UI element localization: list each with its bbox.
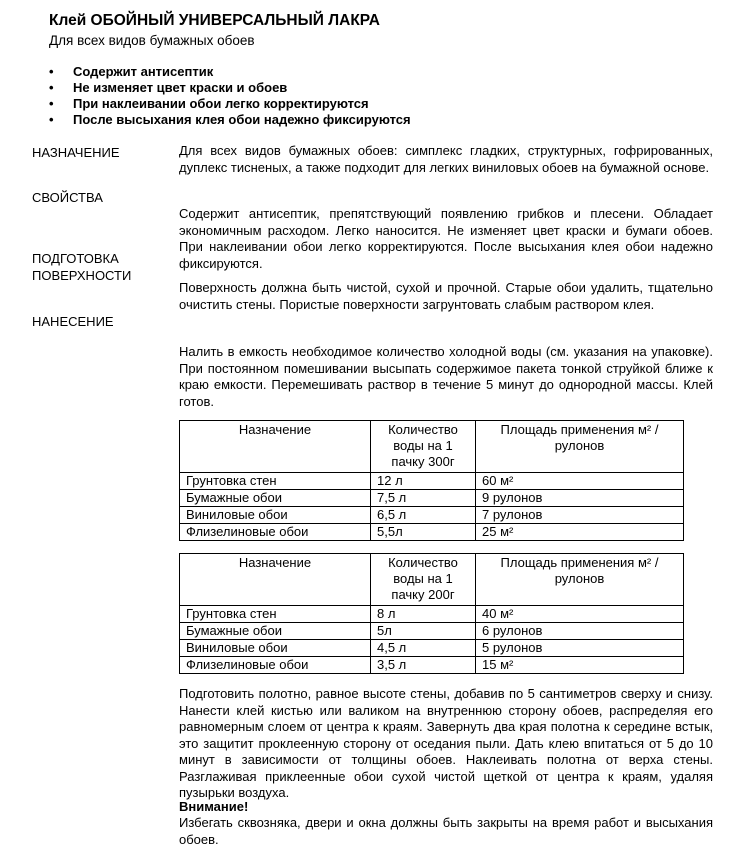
table-cell: 9 рулонов bbox=[476, 490, 684, 507]
table-header-cell: Назначение bbox=[180, 421, 371, 473]
table-row bbox=[180, 640, 684, 657]
table-row bbox=[180, 507, 684, 524]
table-cell: 5,5л bbox=[371, 524, 476, 541]
purpose-text: Для всех видов бумажных обоев: симплекс гладких, структурных, гофрированных, дуплекс тисненых, а также подходит для легких виниловых обоев на бумажной основе. bbox=[179, 143, 713, 175]
application-text: Налить в емкость необходимое количество холодной воды (см. указания на упаковке). При постоянном помешивании высыпать содержимое пакета тонкой струйкой ближе к краю емкости. Перемешивать раствор в течение 5 минут до однородной массы. Клей готов. bbox=[179, 344, 713, 409]
table-header-cell: Количество воды на 1 пачку 200г bbox=[371, 554, 476, 606]
table-row bbox=[180, 606, 684, 623]
warning-text: Избегать сквозняка, двери и окна должны быть закрыты на время работ и высыхания обоев. bbox=[179, 815, 713, 847]
table-cell: Грунтовка стен bbox=[180, 606, 371, 623]
table-cell: 5 рулонов bbox=[476, 640, 684, 657]
table-row bbox=[180, 524, 684, 541]
table-cell: Флизелиновые обои bbox=[180, 524, 371, 541]
table-cell: 8 л bbox=[371, 606, 476, 623]
table-row bbox=[180, 657, 684, 674]
feature-item: • После высыхания клея обои надежно фиксируются bbox=[49, 112, 411, 128]
product-title: Клей ОБОЙНЫЙ УНИВЕРСАЛЬНЫЙ ЛАКРА bbox=[49, 12, 380, 29]
table-cell: Бумажные обои bbox=[180, 623, 371, 640]
product-subtitle: Для всех видов бумажных обоев bbox=[49, 33, 255, 48]
table-cell: Виниловые обои bbox=[180, 640, 371, 657]
table-cell: 6,5 л bbox=[371, 507, 476, 524]
table-cell: 6 рулонов bbox=[476, 623, 684, 640]
feature-item: • Содержит антисептик bbox=[49, 64, 411, 80]
table-row bbox=[180, 490, 684, 507]
table-cell: 15 м² bbox=[476, 657, 684, 674]
table-header-cell: Назначение bbox=[180, 554, 371, 606]
label-preparation-line2: ПОВЕРХНОСТИ bbox=[32, 268, 132, 283]
properties-text: Содержит антисептик, препятствующий появлению грибков и плесени. Обладает экономичным расходом. Легко наносится. Не изменяет цвет краски и бумаги обоев. При наклеивании обои легко корректируются. После высыхания клея обои надежно фиксируются. bbox=[179, 206, 713, 271]
table-header-row bbox=[180, 554, 684, 606]
table-header-row bbox=[180, 421, 684, 473]
hanging-instructions-text: Подготовить полотно, равное высоте стены, добавив по 5 сантиметров сверху и снизу. Нанести клей кистью или валиком на внутреннюю сторону обоев, распределяя его равномерным слоем от центра к краям. Завернуть два края полотна к середине встык, это защитит проклеенную сторону от оседания пыли. Дать клею впитаться от 5 до 10 минут в зависимости от толщины обоев. Наклеивать полотна от верха стены. Разглаживая приклеенные обои сухой чистой щеткой от центра к краям, удаляя пузырьки воздуха. bbox=[179, 686, 713, 800]
table-header-cell: Количество воды на 1 пачку 300г bbox=[371, 421, 476, 473]
table-cell: 7,5 л bbox=[371, 490, 476, 507]
consumption-table-300g bbox=[179, 420, 684, 541]
table-cell: Флизелиновые обои bbox=[180, 657, 371, 674]
label-properties: СВОЙСТВА bbox=[32, 190, 103, 205]
table-cell: 40 м² bbox=[476, 606, 684, 623]
label-purpose: НАЗНАЧЕНИЕ bbox=[32, 145, 120, 160]
table-cell: 5л bbox=[371, 623, 476, 640]
table-row bbox=[180, 623, 684, 640]
table-cell: 60 м² bbox=[476, 473, 684, 490]
feature-item: • Не изменяет цвет краски и обоев bbox=[49, 80, 411, 96]
table-row bbox=[180, 473, 684, 490]
table-cell: 12 л bbox=[371, 473, 476, 490]
warning-title: Внимание! bbox=[179, 799, 249, 814]
table-cell: Бумажные обои bbox=[180, 490, 371, 507]
label-preparation-line1: ПОДГОТОВКА bbox=[32, 251, 119, 266]
table-cell: Виниловые обои bbox=[180, 507, 371, 524]
table-cell: 4,5 л bbox=[371, 640, 476, 657]
feature-item: • При наклеивании обои легко корректируются bbox=[49, 96, 411, 112]
label-application: НАНЕСЕНИЕ bbox=[32, 314, 114, 329]
table-header-cell: Площадь применения м² / рулонов bbox=[476, 421, 684, 473]
consumption-table-200g bbox=[179, 553, 684, 674]
table-cell: Грунтовка стен bbox=[180, 473, 371, 490]
feature-list bbox=[49, 64, 411, 128]
preparation-text: Поверхность должна быть чистой, сухой и прочной. Старые обои удалить, тщательно очистить стены. Пористые поверхности загрунтовать слабым раствором клея. bbox=[179, 280, 713, 312]
table-cell: 3,5 л bbox=[371, 657, 476, 674]
table-cell: 7 рулонов bbox=[476, 507, 684, 524]
table-cell: 25 м² bbox=[476, 524, 684, 541]
table-header-cell: Площадь применения м² / рулонов bbox=[476, 554, 684, 606]
